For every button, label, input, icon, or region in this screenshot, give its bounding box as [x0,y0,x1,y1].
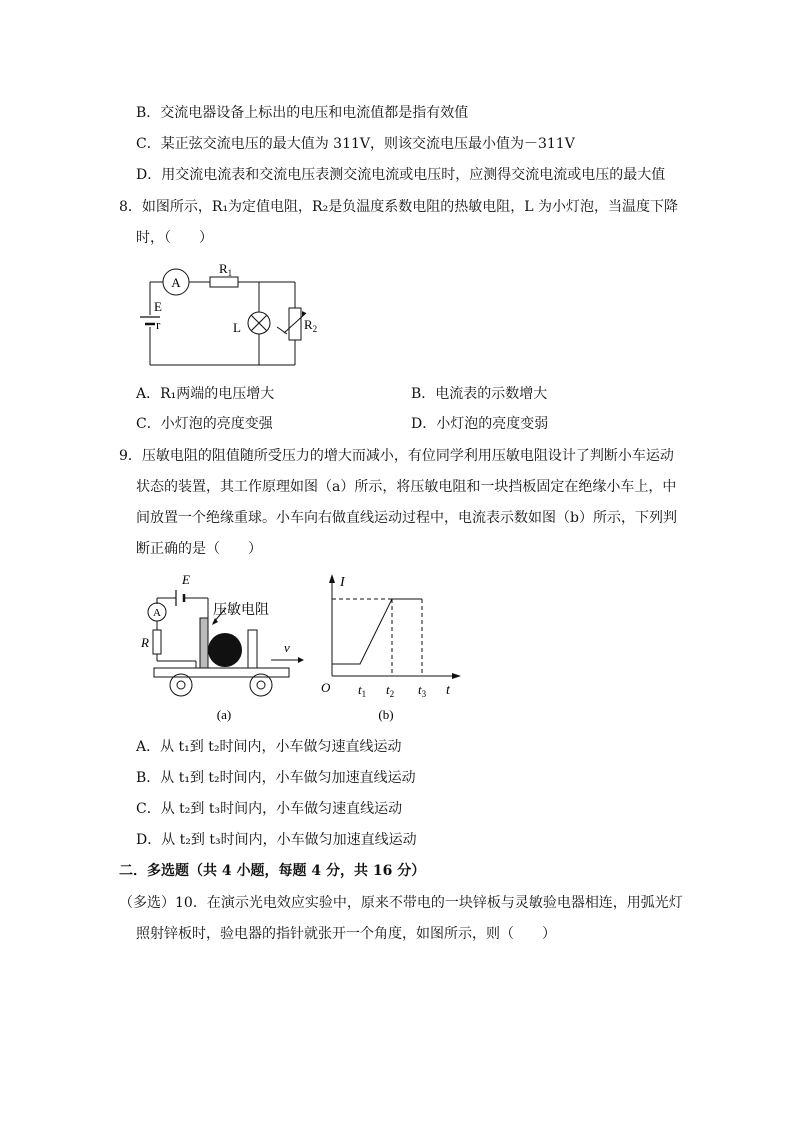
q9-figure-a-cart [138,568,308,728]
lamp-label: L [233,320,241,335]
current-curve [332,599,422,664]
pressure-sensor-plate [200,618,208,668]
cart-body [154,668,289,677]
q7-option-c: C．某正弦交流电压的最大值为 311V，则该交流电压最小值为－311V [136,136,575,152]
emf-label: E [154,299,162,314]
q9-figure-b-current-graph [318,568,468,728]
ammeter-label: A [171,275,181,290]
q10-stem-line2: 照射锌板时，验电器的指针就张开一个角度，如图所示，则（ ） [136,926,556,942]
q8-option-b: B．电流表的示数增大 [411,386,548,402]
resistor-r-icon [153,630,161,654]
internal-resistance-label: r [156,317,161,332]
q8-option-a: A．R₁两端的电压增大 [136,386,275,402]
q9-option-a: A．从 t₁到 t₂时间内，小车做匀速直线运动 [136,739,402,755]
q9-option-b: B．从 t₁到 t₂时间内，小车做匀加速直线运动 [136,770,416,786]
baffle-plate [248,630,257,668]
q8-stem-line2: 时，（ ） [136,230,213,246]
q9-stem-line4: 断正确的是（ ） [136,541,262,557]
t1-label: $t_1$ [358,682,367,699]
resistor-r1-icon [210,277,238,287]
y-axis-label: I [340,575,345,590]
t3-label: $t_3$ [418,682,427,699]
origin-label: O [321,680,331,695]
q9-option-c: C．从 t₂到 t₃时间内，小车做匀速直线运动 [136,801,403,817]
q8-stem-line1: 8．如图所示，R₁为定值电阻，R₂是负温度系数电阻的热敏电阻，L 为小灯泡，当温度下降 [119,199,678,215]
figure-a-caption: (a) [216,707,232,722]
q8-circuit-diagram [136,255,336,375]
section-title: 二．多选题（共 4 小题，每题 4 分，共 16 分） [119,863,426,879]
velocity-label: v [284,640,290,655]
t2-label: $t_2$ [386,682,395,699]
q9-option-d: D．从 t₂到 t₃时间内，小车做匀加速直线运动 [136,832,417,848]
q7-option-d: D．用交流电流表和交流电压表测交流电流或电压时，应测得交流电流或电压的最大值 [136,167,666,183]
pressure-sensor-label: 压敏电阻 [213,603,269,618]
q8-option-c: C．小灯泡的亮度变强 [136,416,273,432]
q8-option-d: D．小灯泡的亮度变弱 [411,416,549,432]
q9-stem-line3: 间放置一个绝缘重球。小车向右做直线运动过程中，电流表示数如图（b）所示，下列判 [136,510,677,526]
q9-stem-line1: 9．压敏电阻的阻值随所受压力的增大而减小，有位同学利用压敏电阻设计了判断小车运动 [119,448,674,464]
q9-stem-line2: 状态的装置，其工作原理如图（a）所示，将压敏电阻和一块挡板固定在绝缘小车上，中 [136,479,677,495]
emf-label: E [182,572,190,587]
ammeter-label: A [153,607,161,619]
thermistor-r2-icon [289,308,301,340]
r1-label: $R_1$ [219,261,233,278]
q7-option-b: B．交流电器设备上标出的电压和电流值都是指有效值 [136,105,469,121]
figure-b-caption: (b) [378,707,394,722]
resistor-label: R [141,635,149,650]
x-axis-label: t [446,683,450,698]
r2-label: $R_2$ [304,317,318,334]
q10-stem-line1: （多选）10．在演示光电效应实验中，原来不带电的一块锌板与灵敏验电器相连，用弧光灯 [119,895,683,911]
heavy-ball [208,633,242,667]
